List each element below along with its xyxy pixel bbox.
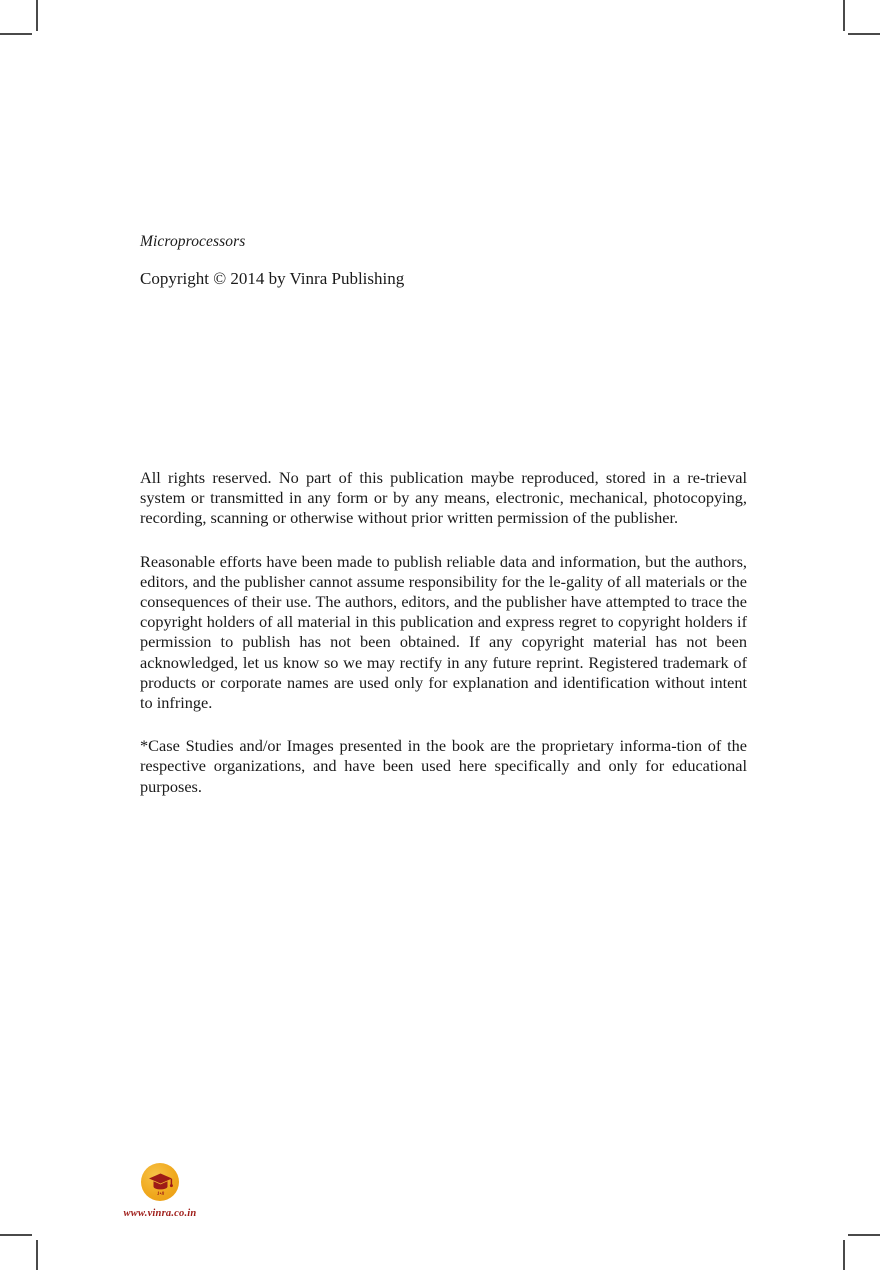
crop-mark-bottom-right-vertical bbox=[843, 1240, 845, 1270]
crop-mark-top-left-vertical bbox=[36, 0, 38, 31]
publisher-footer bbox=[118, 1163, 202, 1219]
book-title: Microprocessors bbox=[140, 233, 246, 250]
legal-paragraph-rights: All rights reserved. No part of this publication maybe reproduced, stored in a re-trieval system or transmitted in any form or by any means, electronic, mechanical, photocopying, recording, scanning or otherwise without prior written permission of the publisher. bbox=[140, 468, 747, 528]
crop-mark-bottom-left-horizontal bbox=[0, 1234, 32, 1236]
legal-paragraph-disclaimer: Reasonable efforts have been made to publish reliable data and information, but the authors, editors, and the publisher cannot assume responsibility for the le-gality of all materials or the consequences of their use. The authors, editors, and the publisher have attempted to trace the copyright holders of all material in this publication and express regret to copyright holders if permission to publish has not been obtained. If any copyright material has not been acknowledged, let us know so we may rectify in any future reprint. Registered trademark of products or corporate names are used only for explanation and identification without intent to infringe. bbox=[140, 551, 747, 713]
publisher-website-url[interactable]: www.vinra.co.in bbox=[123, 1208, 197, 1219]
crop-mark-bottom-right-horizontal bbox=[848, 1234, 880, 1236]
copyright-statement: Copyright © 2014 by Vinra Publishing bbox=[140, 269, 405, 288]
crop-mark-top-left-horizontal bbox=[0, 33, 32, 35]
legal-paragraph-case-studies: *Case Studies and/or Images presented in the book are the proprietary informa-tion of the respective organizations, and have been used here specifically and only for educational purposes. bbox=[140, 736, 747, 796]
legal-notice-block bbox=[140, 468, 747, 797]
crop-mark-top-right-horizontal bbox=[848, 33, 880, 35]
graduation-cap-logo-icon bbox=[141, 1163, 179, 1201]
crop-mark-bottom-left-vertical bbox=[36, 1240, 38, 1270]
svg-text:1•8: 1•8 bbox=[156, 1190, 165, 1197]
crop-mark-top-right-vertical bbox=[843, 0, 845, 31]
